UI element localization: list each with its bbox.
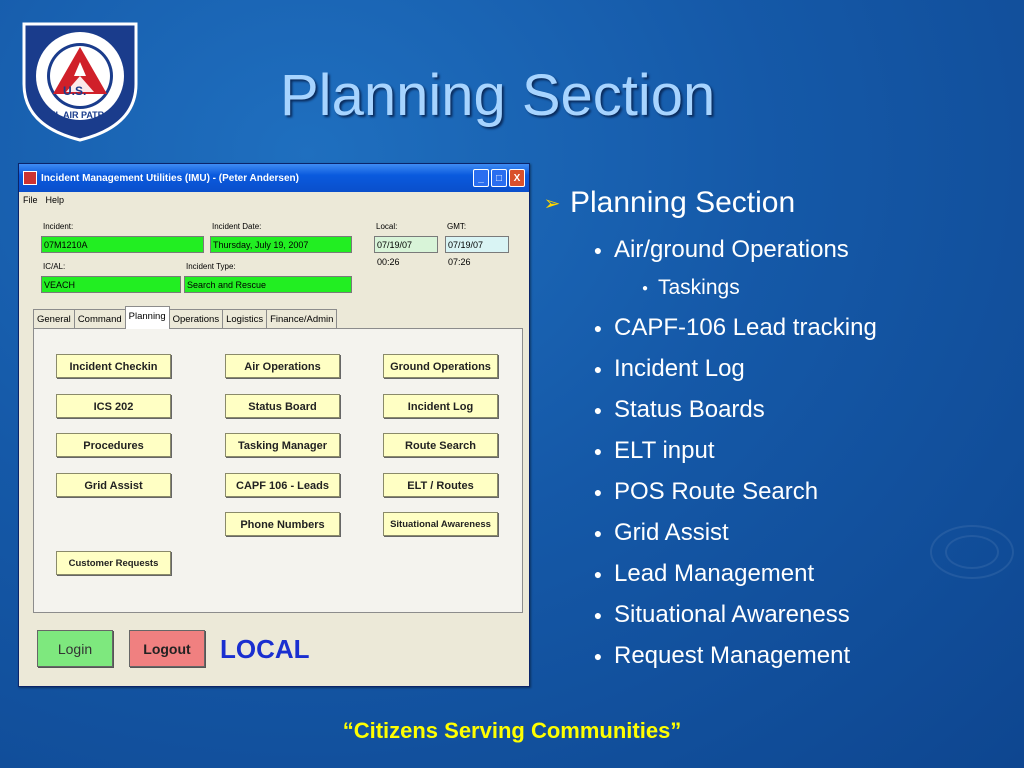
bullet-item <box>582 355 745 383</box>
background-ripple <box>945 535 999 569</box>
ic-al-label: IC/AL: <box>43 262 66 271</box>
incident-type-label: Incident Type: <box>186 262 236 271</box>
bullet-item-text: Situational Awareness <box>614 601 850 628</box>
incident-date-label: Incident Date: <box>212 222 262 231</box>
incident-type-field[interactable]: Search and Rescue <box>184 276 352 293</box>
dot-bullet-icon: ● <box>593 648 603 664</box>
civil-air-patrol-logo <box>16 14 144 142</box>
imu-window <box>18 163 530 687</box>
app-icon <box>23 171 37 185</box>
bullet-item-text: ELT input <box>614 437 715 464</box>
slide-footer: “Citizens Serving Communities” <box>342 718 682 743</box>
tasking-manager-button[interactable]: Tasking Manager <box>225 433 340 457</box>
bullet-item-text: Air/ground Operations <box>614 236 849 263</box>
dot-bullet-icon: ● <box>593 566 603 582</box>
ic-al-field[interactable]: VEACH <box>41 276 181 293</box>
bullet-item-text: Request Management <box>614 642 851 669</box>
local-time-label: Local: <box>376 222 398 231</box>
tab-operations[interactable]: Operations <box>169 309 223 329</box>
logout-button[interactable]: Logout <box>129 630 205 667</box>
bullet-item <box>582 519 729 547</box>
incident-log-button[interactable]: Incident Log <box>383 394 498 418</box>
status-board-button[interactable]: Status Board <box>225 394 340 418</box>
menu-file[interactable]: File <box>23 195 38 205</box>
window-titlebar[interactable] <box>19 164 529 192</box>
bullet-item <box>582 642 850 670</box>
close-button[interactable]: X <box>509 169 525 187</box>
bullet-subitem <box>632 276 740 300</box>
bullet-item <box>582 396 765 424</box>
gmt-time-label: GMT: <box>447 222 467 231</box>
bullet-item-text: CAPF-106 Lead tracking <box>614 314 877 341</box>
planning-panel <box>33 328 523 613</box>
bullet-item-text: Incident Log <box>614 355 745 382</box>
incident-date-field[interactable]: Thursday, July 19, 2007 <box>210 236 352 253</box>
menubar <box>19 192 529 208</box>
tab-general[interactable]: General <box>33 309 75 329</box>
dot-bullet-icon: ● <box>593 443 603 459</box>
bullet-item-text: POS Route Search <box>614 478 819 505</box>
mode-indicator: LOCAL <box>220 634 310 664</box>
arrow-bullet-icon: ➢ <box>543 192 561 215</box>
dot-bullet-icon: ● <box>593 402 603 418</box>
ground-operations-button[interactable]: Ground Operations <box>383 354 498 378</box>
incident-label: Incident: <box>43 222 74 231</box>
slide-title: Planning Section <box>280 63 716 128</box>
bullet-item-text: Grid Assist <box>614 519 729 546</box>
bullet-item-text: Status Boards <box>614 396 765 423</box>
situational-awareness-button[interactable]: Situational Awareness <box>383 512 498 536</box>
route-search-button[interactable]: Route Search <box>383 433 498 457</box>
tab-strip <box>33 309 336 329</box>
customer-requests-button[interactable]: Customer Requests <box>56 551 171 575</box>
bullet-item <box>582 437 715 465</box>
grid-assist-button[interactable]: Grid Assist <box>56 473 171 497</box>
bullet-subitem-text: Taskings <box>658 276 740 299</box>
bullet-item <box>582 236 849 264</box>
local-time-field: 07/19/07 00:26 <box>374 236 438 253</box>
dot-bullet-icon: ● <box>593 525 603 541</box>
ics-202-button[interactable]: ICS 202 <box>56 394 171 418</box>
dot-bullet-icon: ● <box>593 484 603 500</box>
bullet-item <box>582 560 814 588</box>
tab-command[interactable]: Command <box>74 309 126 329</box>
logo-ring-text: CIVIL AIR PATROL <box>38 110 117 120</box>
bullet-main <box>534 186 795 220</box>
window-title: Incident Management Utilities (IMU) - (Peter Andersen) <box>41 172 299 184</box>
bullet-item <box>582 601 850 629</box>
dot-bullet-icon: ● <box>593 242 603 258</box>
air-operations-button[interactable]: Air Operations <box>225 354 340 378</box>
bullet-item <box>582 314 877 342</box>
dot-bullet-icon: ● <box>641 282 649 294</box>
procedures-button[interactable]: Procedures <box>56 433 171 457</box>
incident-checkin-button[interactable]: Incident Checkin <box>56 354 171 378</box>
incident-field[interactable]: 07M1210A <box>41 236 204 253</box>
bullet-item-text: Lead Management <box>614 560 815 587</box>
maximize-button[interactable]: □ <box>491 169 507 187</box>
dot-bullet-icon: ● <box>593 607 603 623</box>
bullet-main-text: Planning Section <box>570 186 796 219</box>
minimize-button[interactable]: _ <box>473 169 489 187</box>
tab-finance-admin[interactable]: Finance/Admin <box>266 309 337 329</box>
dot-bullet-icon: ● <box>593 361 603 377</box>
dot-bullet-icon: ● <box>593 320 603 336</box>
bullet-item <box>582 478 818 506</box>
gmt-time-field: 07/19/07 07:26 <box>445 236 509 253</box>
tab-logistics[interactable]: Logistics <box>222 309 267 329</box>
tab-planning[interactable]: Planning <box>125 306 170 329</box>
login-button[interactable]: Login <box>37 630 113 667</box>
capf-106-leads-button[interactable]: CAPF 106 - Leads <box>225 473 340 497</box>
elt-routes-button[interactable]: ELT / Routes <box>383 473 498 497</box>
phone-numbers-button[interactable]: Phone Numbers <box>225 512 340 536</box>
logo-top-text: U.S. <box>63 84 87 98</box>
menu-help[interactable]: Help <box>45 195 65 205</box>
